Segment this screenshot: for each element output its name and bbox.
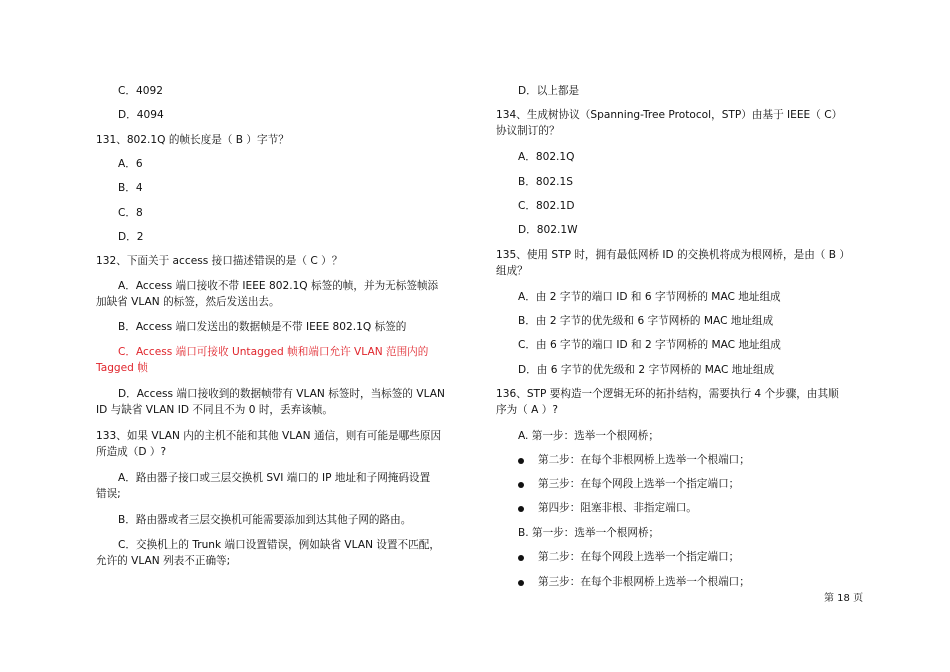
q132-option-a-line2: 加缺省 VLAN 的标签，然后发送出去。 (96, 296, 280, 308)
bullet-icon (518, 580, 524, 586)
q132-option-b: B．Access 端口发送出的数据帧是不带 IEEE 802.1Q 标签的 (118, 321, 407, 333)
q134-option-a: A．802.1Q (518, 151, 575, 163)
question-133-line1: 133、如果 VLAN 内的主机不能和其他 VLAN 通信，则有可能是哪些原因 (96, 430, 442, 442)
option-d-4094: D．4094 (118, 109, 164, 121)
option-c-4092: C．4092 (118, 85, 163, 97)
q136-option-b-step1: B. 第一步：选举一个根网桥； (518, 527, 660, 539)
question-136-line2: 序为（ A ）? (496, 404, 558, 416)
question-136-line1: 136、STP 要构造一个逻辑无环的拓扑结构，需要执行 4 个步骤，由其顺 (496, 388, 839, 400)
q131-option-a: A．6 (118, 158, 143, 170)
q133-option-a-line1: A．路由器子接口或三层交换机 SVI 端口的 IP 地址和子网掩码设置 (118, 472, 431, 484)
question-134-line1: 134、生成树协议（Spanning-Tree Protocol，STP）由基于 IEEE（ C） (496, 109, 843, 121)
q134-option-d: D．802.1W (518, 224, 578, 236)
q134-option-c: C．802.1D (518, 200, 575, 212)
q136-option-a-step3: 第三步：在每个网段上选举一个指定端口； (538, 478, 740, 490)
q132-option-a-line1: A．Access 端口接收不带 IEEE 802.1Q 标签的帧，并为无标签帧添 (118, 280, 439, 292)
q134-option-b: B．802.1S (518, 176, 573, 188)
q133-option-c-line2: 允许的 VLAN 列表不正确等; (96, 555, 231, 567)
q132-option-c-line2-answer: Tagged 帧 (96, 362, 148, 374)
q133-option-c-line1: C．交换机上的 Trunk 端口设置错误，例如缺省 VLAN 设置不匹配， (118, 539, 440, 551)
q136-option-a-step1: A. 第一步：选举一个根网桥； (518, 430, 659, 442)
q133-option-a-line2: 错误; (96, 488, 121, 500)
q136-option-b-step3: 第三步：在每个非根网桥上选举一个根端口； (538, 576, 750, 588)
q131-option-d: D．2 (118, 231, 144, 243)
q132-option-d-line2: ID 与缺省 VLAN ID 不同且不为 0 时，丢弃该帧。 (96, 404, 333, 416)
page-number: 第 18 页 (824, 593, 864, 604)
q133-option-b: B．路由器或者三层交换机可能需要添加到达其他子网的路由。 (118, 514, 412, 526)
question-135-line1: 135、使用 STP 时，拥有最低网桥 ID 的交换机将成为根网桥，是由（ B ） (496, 249, 850, 261)
q131-option-b: B．4 (118, 182, 143, 194)
q135-option-c: C．由 6 字节的端口 ID 和 2 字节网桥的 MAC 地址组成 (518, 339, 781, 351)
bullet-icon (518, 555, 524, 561)
question-132: 132、下面关于 access 接口描述错误的是（ C ）？ (96, 255, 343, 267)
question-131: 131、802.1Q 的帧长度是（ B ）字节？ (96, 134, 289, 146)
q135-option-a: A．由 2 字节的端口 ID 和 6 字节网桥的 MAC 地址组成 (518, 291, 781, 303)
q136-option-a-step2: 第二步：在每个非根网桥上选举一个根端口； (538, 454, 750, 466)
bullet-icon (518, 458, 524, 464)
question-133-line2: 所造成（D ）? (96, 446, 167, 458)
q133-option-d: D．以上都是 (518, 85, 580, 97)
bullet-icon (518, 506, 524, 512)
q136-option-b-step2: 第二步：在每个网段上选举一个指定端口； (538, 551, 740, 563)
q132-option-d-line1: D．Access 端口接收到的数据帧带有 VLAN 标签时，当标签的 VLAN (118, 388, 445, 400)
q131-option-c: C．8 (118, 207, 143, 219)
q132-option-c-line1-answer: C．Access 端口可接收 Untagged 帧和端口允许 VLAN 范围内的 (118, 346, 429, 358)
q135-option-d: D．由 6 字节的优先级和 2 字节网桥的 MAC 地址组成 (518, 364, 775, 376)
q135-option-b: B．由 2 字节的优先级和 6 字节网桥的 MAC 地址组成 (518, 315, 774, 327)
question-134-line2: 协议制订的？ (496, 125, 560, 137)
q136-option-a-step4: 第四步：阻塞非根、非指定端口。 (538, 502, 697, 514)
question-135-line2: 组成？ (496, 265, 528, 277)
bullet-icon (518, 482, 524, 488)
